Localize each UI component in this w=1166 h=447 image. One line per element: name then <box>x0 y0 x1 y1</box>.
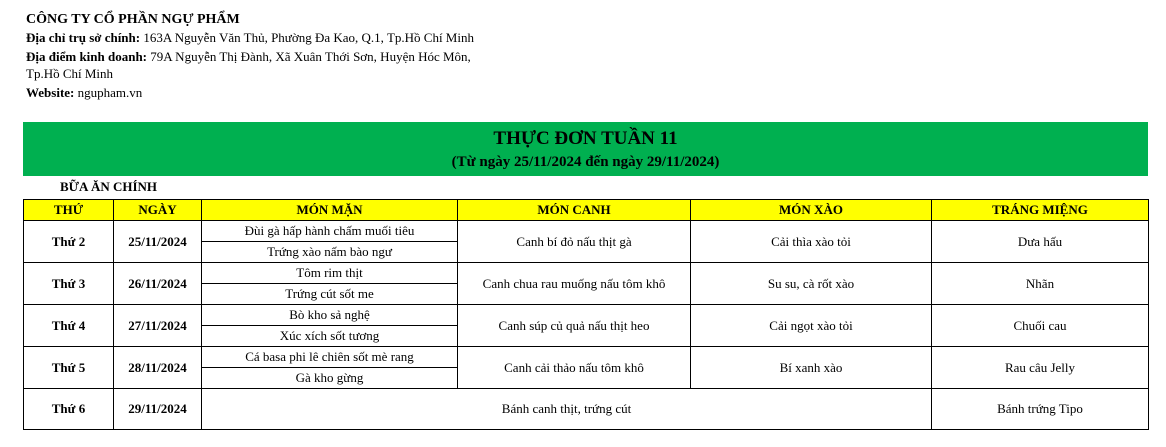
company-name: CÔNG TY CỔ PHẦN NGỰ PHẨM <box>26 12 240 27</box>
day-cell: Thứ 6 <box>24 389 114 430</box>
header-date: NGÀY <box>114 200 202 221</box>
table-row <box>24 347 1149 368</box>
stir-fry-cell: Bí xanh xào <box>691 347 932 389</box>
business-address <box>26 48 486 82</box>
header-day: THỨ <box>24 200 114 221</box>
dessert-cell: Chuối cau <box>932 305 1149 347</box>
header-dessert: TRÁNG MIỆNG <box>932 200 1149 221</box>
main-dish-1: Đùi gà hấp hành chấm muối tiêu <box>202 221 458 242</box>
day-cell: Thứ 4 <box>24 305 114 347</box>
main-dish-2: Trứng cút sốt me <box>202 284 458 305</box>
main-dish-2: Gà kho gừng <box>202 368 458 389</box>
dessert-cell: Nhãn <box>932 263 1149 305</box>
date-cell: 26/11/2024 <box>114 263 202 305</box>
menu-banner <box>23 122 1148 176</box>
menu-date-range: (Từ ngày 25/11/2024 đến ngày 29/11/2024) <box>451 154 720 170</box>
combined-meal-cell: Bánh canh thịt, trứng cút <box>202 389 932 430</box>
date-cell: 28/11/2024 <box>114 347 202 389</box>
hq-value: 163A Nguyễn Văn Thủ, Phường Đa Kao, Q.1, Tp.Hồ Chí Minh <box>143 30 474 45</box>
header-soup: MÓN CANH <box>458 200 691 221</box>
website-value: ngupham.vn <box>77 85 143 100</box>
table-row <box>24 389 1149 430</box>
stir-fry-cell: Cải thìa xào tỏi <box>691 221 932 263</box>
business-value: 79A Nguyễn Thị Đành, Xã Xuân Thới Sơn, Huyện Hóc Môn, Tp.Hồ Chí Minh <box>26 49 471 81</box>
menu-title: THỰC ĐƠN TUẦN 11 <box>493 128 678 149</box>
main-dish-1: Bò kho sả nghệ <box>202 305 458 326</box>
soup-cell: Canh chua rau muống nấu tôm khô <box>458 263 691 305</box>
section-label: BỮA ĂN CHÍNH <box>60 179 158 194</box>
date-cell: 29/11/2024 <box>114 389 202 430</box>
header-main-dish: MÓN MẶN <box>202 200 458 221</box>
stir-fry-cell: Su su, cà rốt xào <box>691 263 932 305</box>
table-row <box>24 221 1149 242</box>
dessert-cell: Dưa hấu <box>932 221 1149 263</box>
day-cell: Thứ 5 <box>24 347 114 389</box>
hq-address <box>26 29 486 46</box>
soup-cell: Canh bí đỏ nấu thịt gà <box>458 221 691 263</box>
day-cell: Thứ 3 <box>24 263 114 305</box>
header-stir-fry: MÓN XÀO <box>691 200 932 221</box>
main-dish-1: Cá basa phi lê chiên sốt mè rang <box>202 347 458 368</box>
soup-cell: Canh cải thảo nấu tôm khô <box>458 347 691 389</box>
date-cell: 25/11/2024 <box>114 221 202 263</box>
day-cell: Thứ 2 <box>24 221 114 263</box>
header-row <box>24 200 1149 221</box>
stir-fry-cell: Cải ngọt xào tỏi <box>691 305 932 347</box>
table-row <box>24 263 1149 284</box>
business-label: Địa điểm kinh doanh: <box>26 49 148 64</box>
main-dish-2: Xúc xích sốt tương <box>202 326 458 347</box>
main-dish-1: Tôm rim thịt <box>202 263 458 284</box>
hq-label: Địa chỉ trụ sở chính: <box>26 30 141 45</box>
table-row <box>24 305 1149 326</box>
main-dish-2: Trứng xào nấm bào ngư <box>202 242 458 263</box>
date-cell: 27/11/2024 <box>114 305 202 347</box>
website <box>26 84 486 101</box>
website-label: Website: <box>26 85 75 100</box>
soup-cell: Canh súp củ quả nấu thịt heo <box>458 305 691 347</box>
dessert-cell: Rau câu Jelly <box>932 347 1149 389</box>
menu-table <box>23 199 1149 430</box>
company-info <box>26 11 486 103</box>
dessert-cell: Bánh trứng Tipo <box>932 389 1149 430</box>
